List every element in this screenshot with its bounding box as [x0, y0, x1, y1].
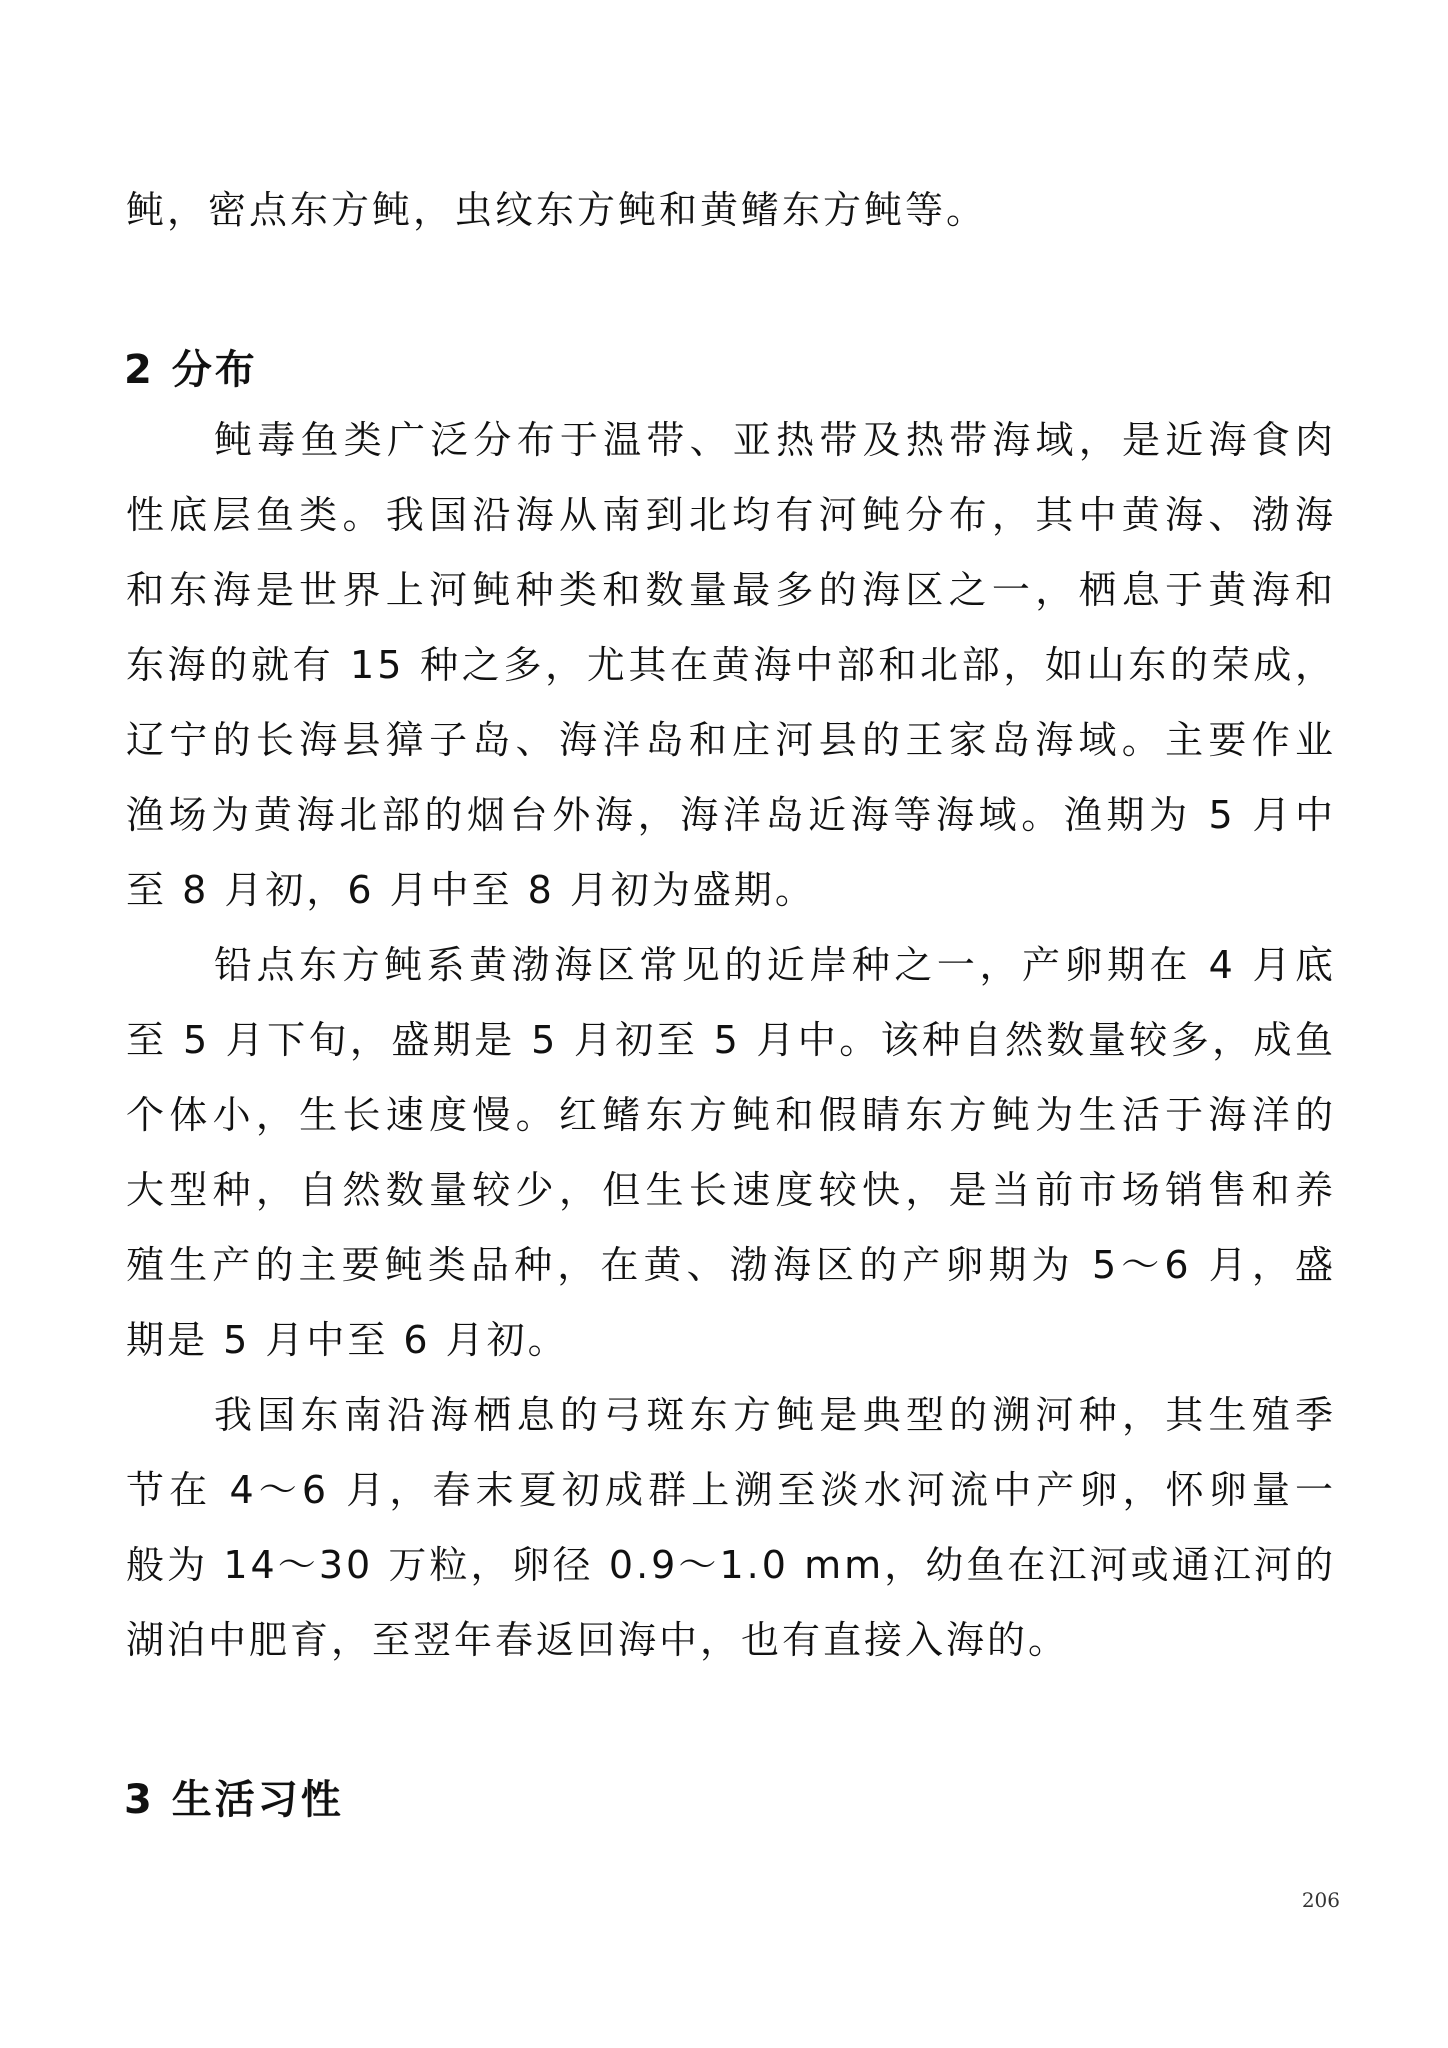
text-line: 湖泊中肥育，至翌年春返回海中，也有直接入海的。 — [126, 1618, 1070, 1662]
text-line: 东海的就有 15 种之多，尤其在黄海中部和北部，如山东的荣成， — [126, 643, 1336, 687]
text-line: 般为 14～30 万粒，卵径 0.9～1.0 mm，幼鱼在江河或通江河的 — [126, 1543, 1336, 1587]
text-line: 渔场为黄海北部的烟台外海，海洋岛近海等海域。渔期为 5 月中 — [126, 793, 1336, 837]
text-line: 鲀毒鱼类广泛分布于温带、亚热带及热带海域，是近海食肉 — [214, 418, 1336, 462]
text-line: 大型种，自然数量较少，但生长速度较快，是当前市场销售和养 — [126, 1168, 1336, 1212]
text-line: 和东海是世界上河鲀种类和数量最多的海区之一，栖息于黄海和 — [126, 568, 1336, 612]
text-line: 期是 5 月中至 6 月初。 — [126, 1318, 569, 1362]
page-number: 206 — [1301, 1888, 1340, 1912]
text-line: 殖生产的主要鲀类品种，在黄、渤海区的产卵期为 5～6 月，盛 — [126, 1243, 1336, 1287]
text-line: 至 5 月下旬，盛期是 5 月初至 5 月中。该种自然数量较多，成鱼 — [126, 1018, 1336, 1062]
section-heading-habits: 3 生活习性 — [124, 1777, 344, 1823]
text-line: 个体小，生长速度慢。红鳍东方鲀和假睛东方鲀为生活于海洋的 — [126, 1093, 1336, 1137]
text-line: 节在 4～6 月，春末夏初成群上溯至淡水河流中产卵，怀卵量一 — [126, 1468, 1336, 1512]
text-line: 铅点东方鲀系黄渤海区常见的近岸种之一，产卵期在 4 月底 — [214, 943, 1336, 987]
section-heading-distribution: 2 分布 — [124, 347, 258, 393]
text-line: 鲀，密点东方鲀，虫纹东方鲀和黄鳍东方鲀等。 — [126, 188, 988, 232]
text-line: 至 8 月初，6 月中至 8 月初为盛期。 — [126, 868, 816, 912]
text-line: 我国东南沿海栖息的弓斑东方鲀是典型的溯河种，其生殖季 — [214, 1393, 1336, 1437]
text-line: 性底层鱼类。我国沿海从南到北均有河鲀分布，其中黄海、渤海 — [126, 493, 1336, 537]
text-line: 辽宁的长海县獐子岛、海洋岛和庄河县的王家岛海域。主要作业 — [126, 718, 1336, 762]
